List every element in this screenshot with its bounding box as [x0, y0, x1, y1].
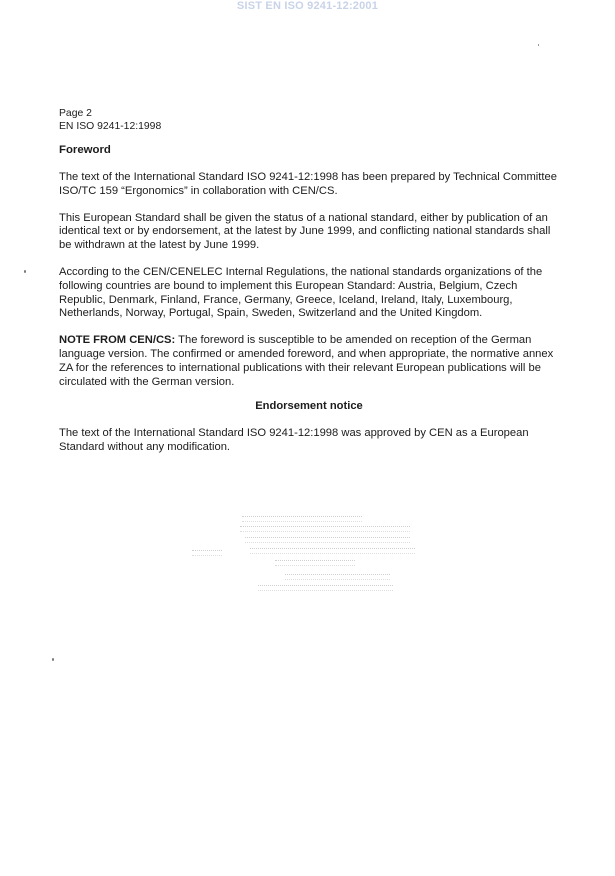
faded-stamp [190, 512, 420, 602]
endorsement-heading: Endorsement notice [255, 400, 363, 413]
note-text: The foreword is susceptible to be amended on reception of the German language version. The confirmed or amended foreword, and when appropriate, the normative annex ZA for the references to international publications with their relevant European publications will be circulated with the German version. [59, 334, 554, 388]
page-header [59, 108, 559, 133]
foreword-note [59, 334, 559, 389]
scan-speck [24, 270, 26, 273]
foreword-heading: Foreword [59, 144, 111, 157]
endorsement-text: The text of the International Standard ISO 9241-12:1998 was approved by CEN as a European Standard without any modification. [59, 427, 529, 453]
scan-speck [52, 658, 54, 661]
foreword-paragraph-3: According to the CEN/CENELEC Internal Regulations, the national standards organizations of the following countries are bound to implement this European Standard: Austria, Belgium, Czech Republic, Denmark, Finland, France, Germany, Greece, Iceland, Ireland, Italy, Luxembourg, Netherlands, Norway, Portugal, Spain, Sweden, Switzerland and the United Kingdom. [59, 265, 543, 320]
foreword-paragraph-1: The text of the International Standard ISO 9241-12:1998 has been prepared by Technical Committee ISO/TC 159 “Ergonomics” in collaboration with CEN/CS. [59, 170, 557, 197]
document-watermark: SIST EN ISO 9241-12:2001 [236, 0, 379, 12]
page-number: Page 2 [59, 108, 92, 119]
document-page [59, 108, 559, 468]
scan-speck [538, 44, 539, 46]
document-number: EN ISO 9241-12:1998 [59, 120, 162, 132]
foreword-paragraph-2: This European Standard shall be given the status of a national standard, either by publication of an identical text or by endorsement, at the latest by June 1999, and conflicting national standards shall be withdrawn at the latest by June 1999. [59, 211, 551, 252]
note-label: NOTE FROM CEN/CS: [59, 334, 176, 347]
